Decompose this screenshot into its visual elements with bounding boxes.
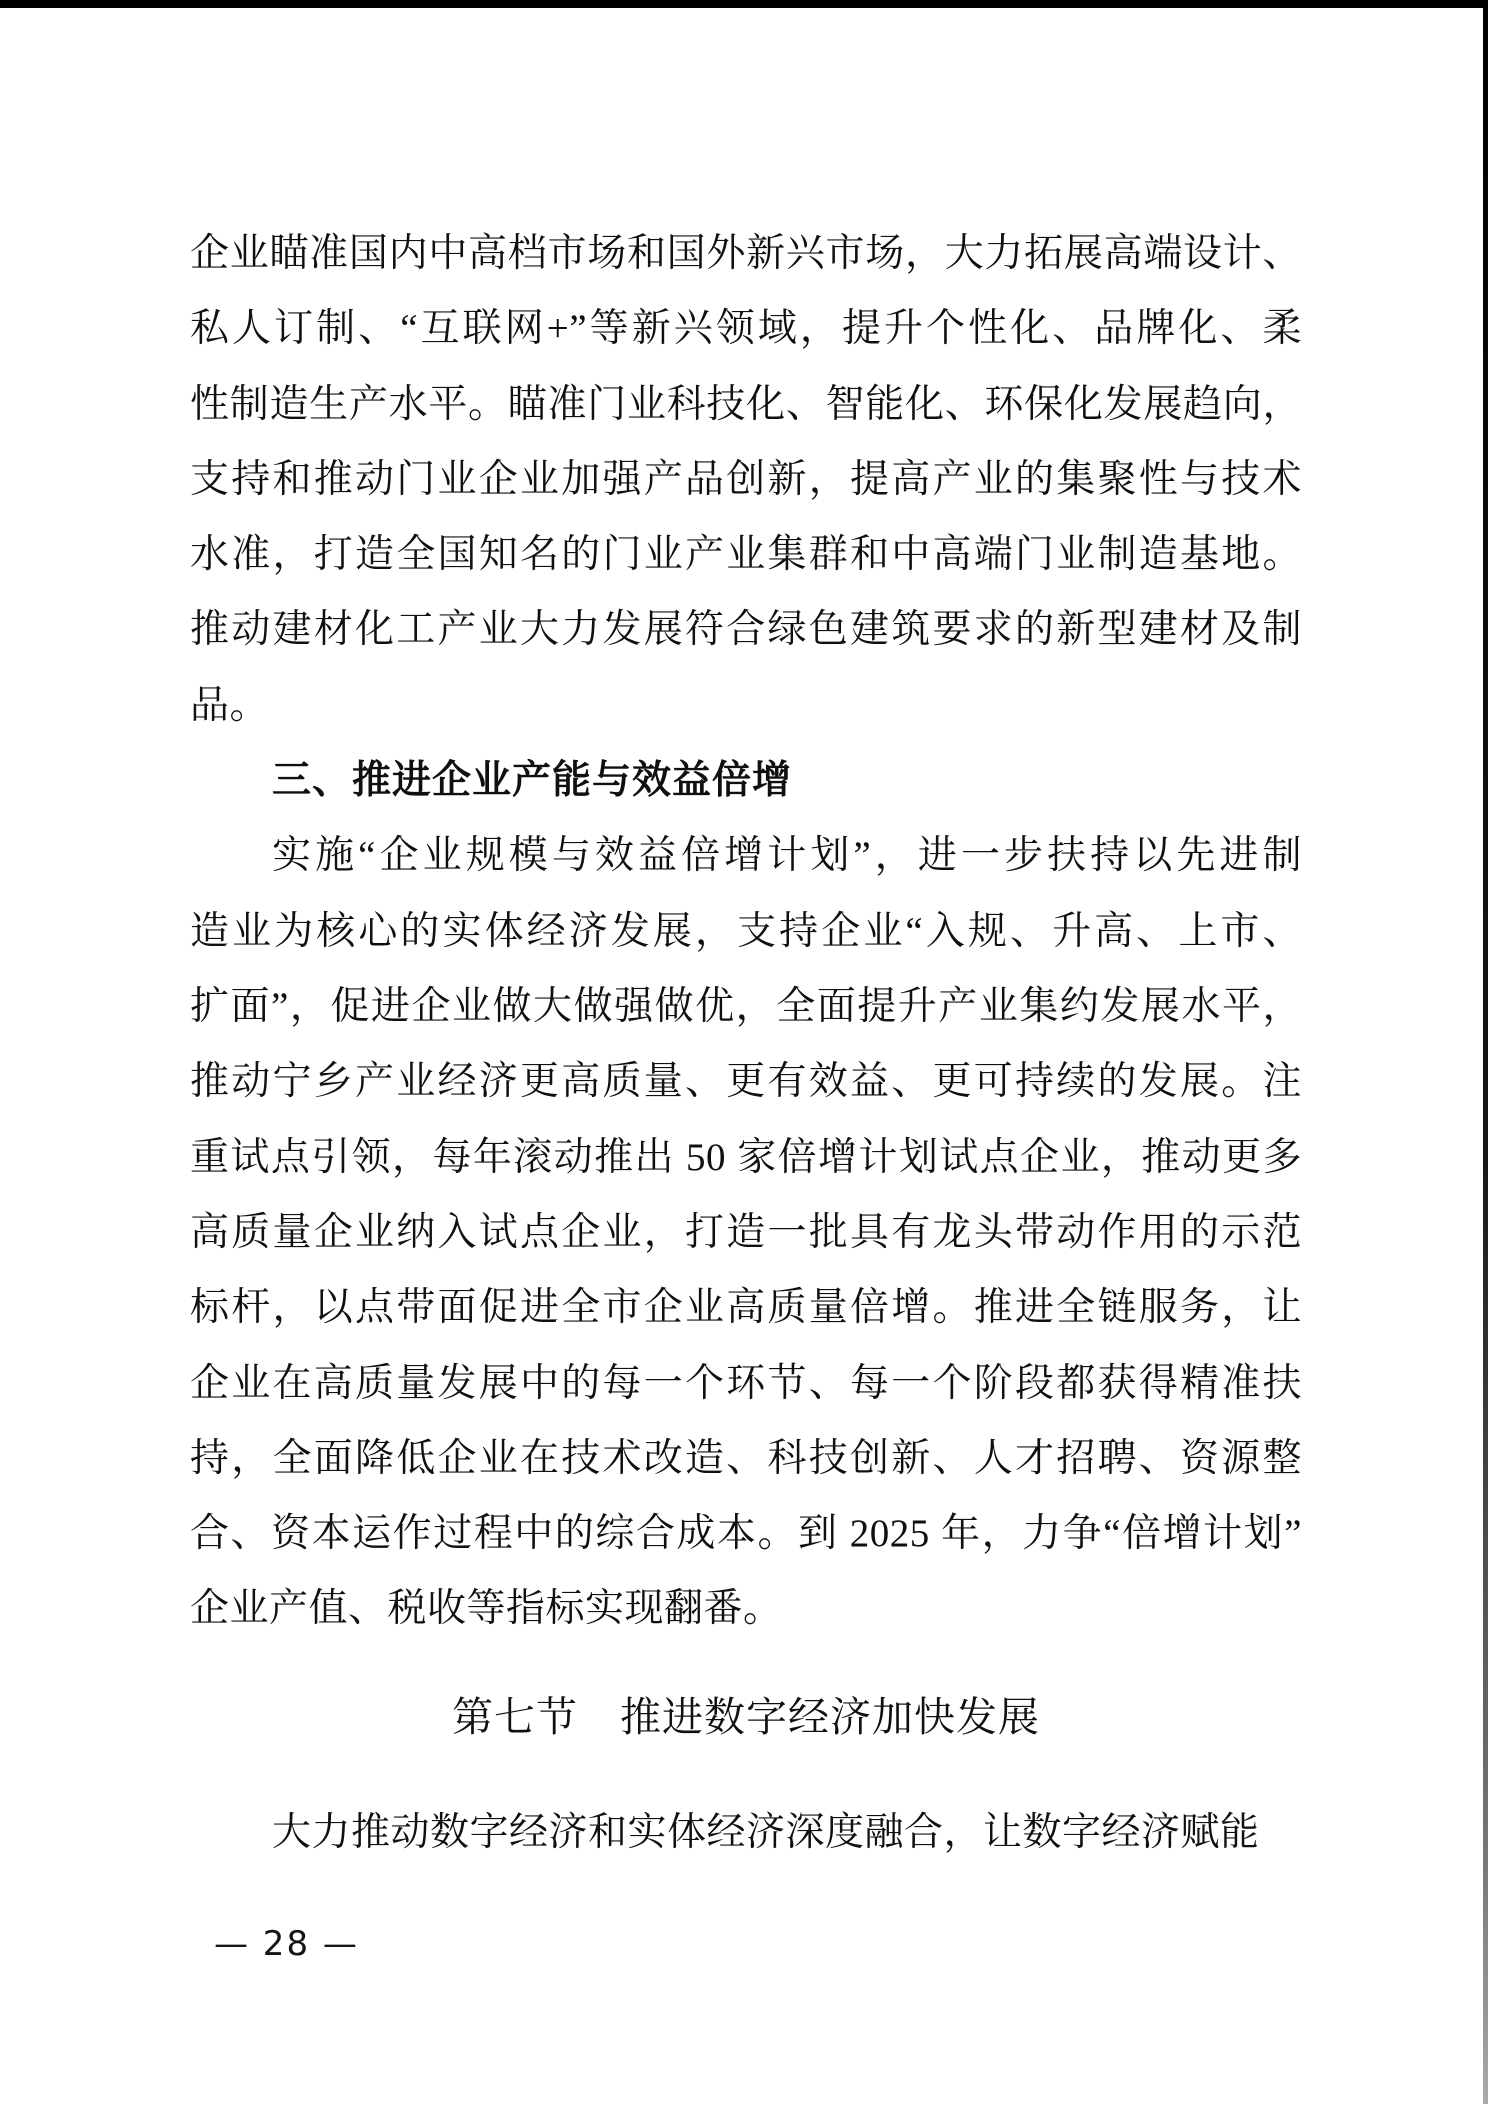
paragraph-line: 品。 xyxy=(190,684,270,727)
paragraph-line: 推动宁乡产业经济更高质量、更有效益、更可持续的发展。注 xyxy=(190,1060,1302,1103)
paragraph-line: 支持和推动门业企业加强产品创新，提高产业的集聚性与技术 xyxy=(190,458,1302,501)
paragraph-line: 企业产值、税收等指标实现翻番。 xyxy=(190,1587,783,1630)
paragraph-line: 标杆，以点带面促进全市企业高质量倍增。推进全链服务，让 xyxy=(190,1286,1302,1329)
paragraph-line: 私人订制、“互联网+”等新兴领域，提升个性化、品牌化、柔 xyxy=(190,307,1302,350)
scan-border-right xyxy=(1483,0,1488,2104)
paragraph-line: 扩面”，促进企业做大做强做优，全面提升产业集约发展水平， xyxy=(190,985,1302,1028)
paragraph-line: 持，全面降低企业在技术改造、科技创新、人才招聘、资源整 xyxy=(190,1437,1302,1480)
paragraph-line: 造业为核心的实体经济发展，支持企业“入规、升高、上市、 xyxy=(190,910,1302,953)
section-heading: 第七节 推进数字经济加快发展 xyxy=(452,1694,1040,1740)
paragraph-line: 推动建材化工产业大力发展符合绿色建筑要求的新型建材及制 xyxy=(190,608,1302,651)
paragraph-line: 高质量企业纳入试点企业，打造一批具有龙头带动作用的示范 xyxy=(190,1211,1302,1254)
paragraph-line: 性制造生产水平。瞄准门业科技化、智能化、环保化发展趋向， xyxy=(190,383,1302,426)
paragraph-line: 合、资本运作过程中的综合成本。到 2025 年，力争“倍增计划” xyxy=(190,1512,1302,1555)
paragraph-line: 企业在高质量发展中的每一个环节、每一个阶段都获得精准扶 xyxy=(190,1362,1302,1405)
paragraph-line: 大力推动数字经济和实体经济深度融合，让数字经济赋能 xyxy=(272,1811,1260,1854)
paragraph-line: 水准，打造全国知名的门业产业集群和中高端门业制造基地。 xyxy=(190,533,1302,576)
scan-border-top xyxy=(0,0,1488,8)
paragraph-line: 企业瞄准国内中高档市场和国外新兴市场，大力拓展高端设计、 xyxy=(190,232,1302,275)
footer-page-number: — 28 — xyxy=(214,1924,359,1964)
paragraph-line: 重试点引领，每年滚动推出 50 家倍增计划试点企业，推动更多 xyxy=(190,1136,1302,1179)
paragraph-line: 实施“企业规模与效益倍增计划”，进一步扶持以先进制 xyxy=(272,834,1302,877)
numbered-heading: 三、推进企业产能与效益倍增 xyxy=(272,759,793,802)
